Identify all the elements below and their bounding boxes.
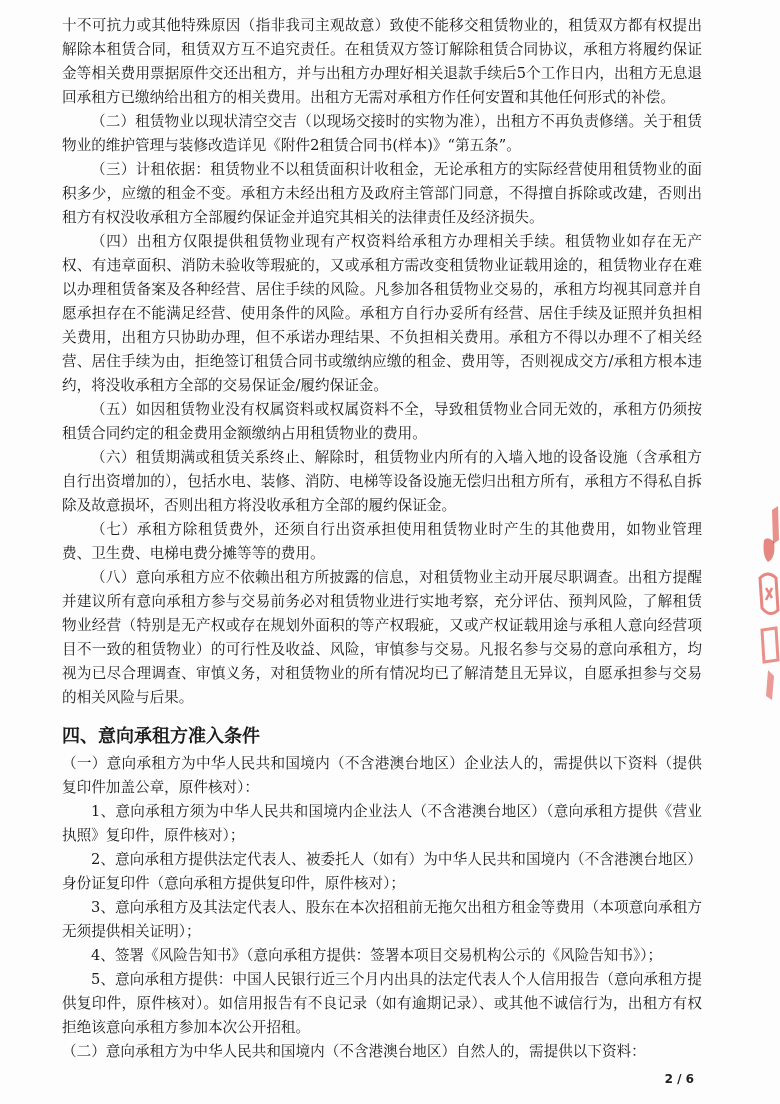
clause-8: （八）意向承租方应不依赖出租方所披露的信息，对租赁物业主动开展尽职调查。出租方提醒并建议所有意向承租方参与交易前务必对租赁物业进行实地考察，充分评估、预判风险，了解租赁物业经营（特别是无产权或存在规划外面积的等产权瑕疵，又或产权证载用途与承租人意向经营项目不一致的租赁物业）的可行性及收益、风险，审慎参与交易。凡报名参与交易的意向承租方，均视为已尽合理调查、审慎义务，对租赁物业的所有情况均已了解清楚且无异议，自愿承担参与交易的相关风险与后果。 [62,569,702,706]
document-body [62,14,702,1064]
subsection-1: （一）意向承租方为中华人民共和国境内（不含港澳台地区）企业法人的，需提供以下资料（提供复印件加盖公章，原件核对）： [62,755,702,796]
seal-fragment-icon [754,500,780,710]
requirement-item-5: 5、意向承租方提供：中国人民银行近三个月内出具的法定代表人个人信用报告（意向承租方提供复印件，原件核对）。如信用报告有不良记录（如有逾期记录）、或其他不诚信行为，出租方有权拒绝该意向承租方参加本次公开招租。 [62,971,702,1036]
requirement-item-4: 4、签署《风险告知书》（意向承租方提供：签署本项目交易机构公示的《风险告知书》）； [91,947,663,964]
clause-7: （七）承租方除租赁费外，还须自行出资承担使用租赁物业时产生的其他费用，如物业管理费、卫生费、电梯电费分摊等等的费用。 [62,521,702,562]
clause-2: （二）租赁物业以现状清空交吉（以现场交接时的实物为准），出租方不再负责修缮。关于租赁物业的维护管理与装修改造详见《附件2租赁合同书(样本)》“第五条”。 [62,113,702,154]
clause-5: （五）如因租赁物业没有权属资料或权属资料不全，导致租赁物业合同无效的，承租方仍须按租赁合同约定的租金费用金额缴纳占用租赁物业的费用。 [62,401,702,442]
subsection-2: （二）意向承租方为中华人民共和国境内（不含港澳台地区）自然人的，需提供以下资料： [62,1043,646,1060]
clause-6: （六）租赁期满或租赁关系终止、解除时，租赁物业内所有的入墙入地的设备设施（含承租方自行出资增加的），包括水电、装修、消防、电梯等设备设施无偿归出租方所有，承租方不得私自拆除及故意损坏，否则出租方将没收承租方全部的履约保证金。 [62,449,702,514]
section-title: 四、意向承租方准入条件 [62,726,260,747]
clause-4: （四）出租方仅限提供租赁物业现有产权资料给承租方办理相关手续。租赁物业如存在无产权、有违章面积、消防未验收等瑕疵的，又或承租方需改变租赁物业证载用途的，租赁物业存在难以办理租赁备案及各种经营、居住手续的风险。凡参加各租赁物业交易的，承租方均视其同意并自愿承担存在不能满足经营、使用条件的风险。承租方自行办妥所有经营、居住手续及证照并负担相关费用，出租方只协助办理，但不承诺办理结果、不负担相关费用。承租方不得以办理不了相关经营、居住手续为由，拒绝签订租赁合同书或缴纳应缴的租金、费用等，否则视成交方/承租方根本违约，将没收承租方全部的交易保证金/履约保证金。 [62,233,702,394]
page-number: 2 / 6 [664,1072,694,1086]
requirement-item-2: 2、意向承租方提供法定代表人、被委托人（如有）为中华人民共和国境内（不含港澳台地区）身份证复印件（意向承租方提供复印件，原件核对）； [62,851,702,892]
paragraph-continuation: 十不可抗力或其他特殊原因（指非我司主观故意）致使不能移交租赁物业的，租赁双方都有权提出解除本租赁合同，租赁双方互不追究责任。在租赁双方签订解除租赁合同协议，承租方将履约保证金等相关费用票据原件交还出租方，并与出租方办理好相关退款手续后5个工作日内，出租方无息退回承租方已缴纳给出租方的相关费用。出租方无需对承租方作任何安置和其他任何形式的补偿。 [62,17,702,106]
requirement-item-1: 1、意向承租方须为中华人民共和国境内企业法人（不含港澳台地区）（意向承租方提供《营业执照》复印件，原件核对）； [62,803,702,844]
clause-3: （三）计租依据：租赁物业不以租赁面积计收租金，无论承租方的实际经营使用租赁物业的面积多少，应缴的租金不变。承租方未经出租方及政府主管部门同意，不得擅自拆除或改建，否则出租方有权没收承租方全部履约保证金并追究其相关的法律责任及经济损失。 [62,161,702,226]
requirement-item-3: 3、意向承租方及其法定代表人、股东在本次招租前无拖欠出租方租金等费用（本项意向承租方无须提供相关证明）； [62,899,702,940]
